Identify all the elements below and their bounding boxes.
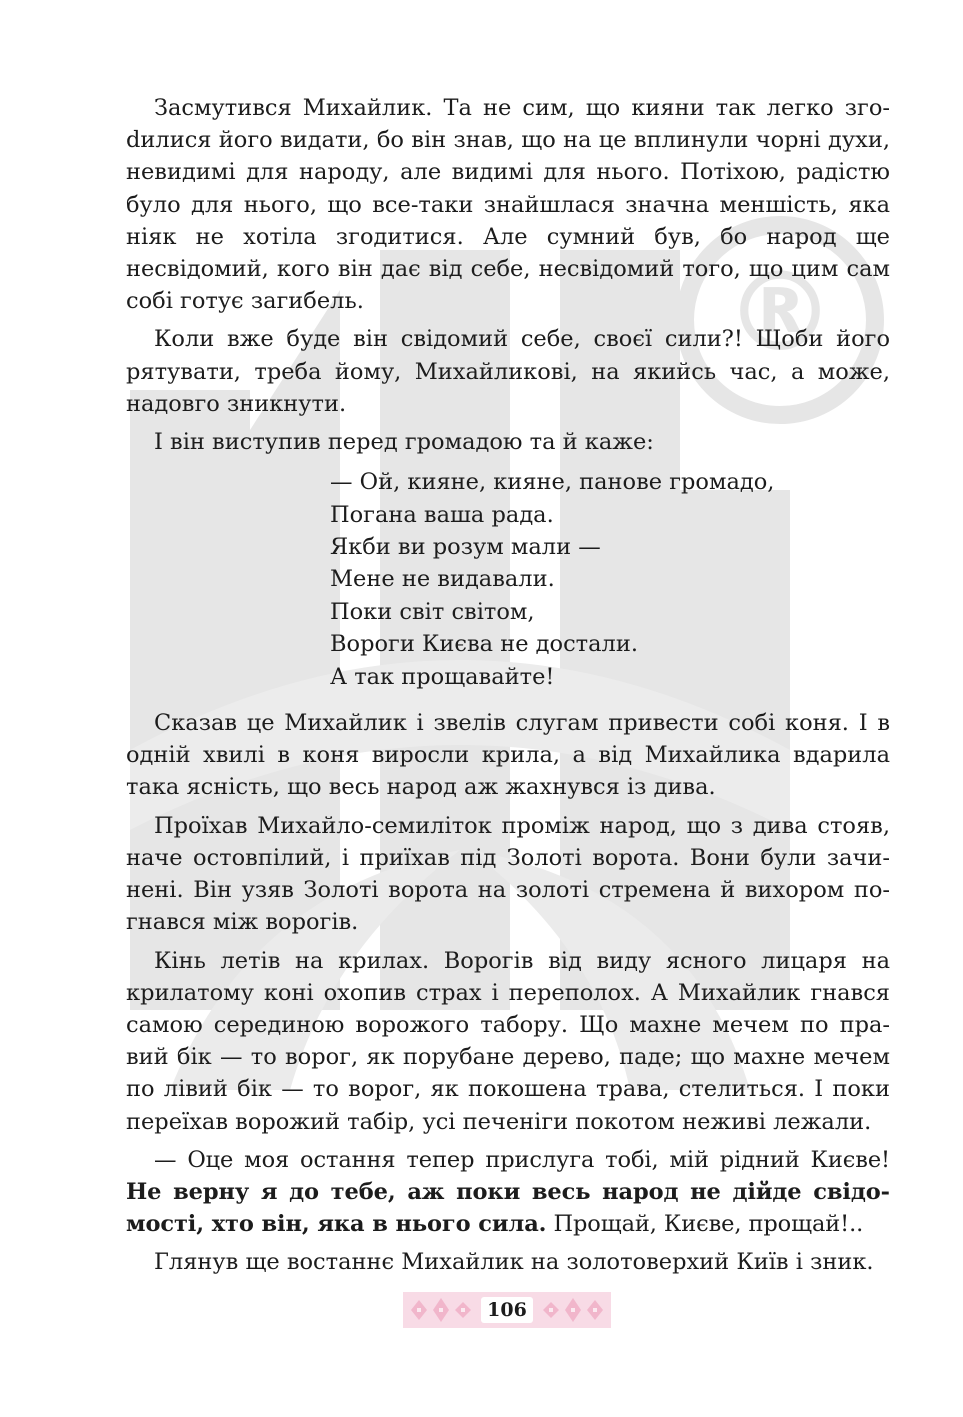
poem-line: А так прощавайте! [330,663,555,690]
page-footer [403,1290,611,1330]
paragraph-3: І він виступив перед громадою та й каже: [154,429,654,456]
page-body [126,92,890,1285]
poem-line: Погана ваша рада. [330,501,554,528]
page-number: 106 [487,1299,527,1321]
paragraph-5: Проїхав Михайло-семиліток проміж народ, що з дива стояв, наче остовпілий, і приїхав під Золоті ворота. Вони були зачинені. Він узяв Золоті ворота на золоті стремена й вихором погнався між ворогів. [126,812,890,936]
poem-line: Вороги Києва не достали. [330,631,638,658]
speech-first: — Оце моя остання тепер прислуга тобі, мій рідний Києве! [154,1146,890,1173]
poem-line: Мене не видавали. [330,566,555,593]
poem-block [330,466,890,693]
speech-paragraph [126,1144,890,1241]
poem-line: Якби ви розум мали — [330,534,601,561]
paragraph-1: Засмутився Михайлик. Та не сим, що кияни так легко згоdилися його видати, бо він знав, що на це вплинули чорні духи, невидимі для народу, але видимі для нього. Потіхою, радістю було для нього, що все-таки знайшлася значна меншість, яка ніяк не хотіла згодитися. Але сумний був, бо народ ще несвідомий, кого він дає від себе, несвідомий того, що цим сам собі готує загибель. [126,95,890,315]
poem-line: Поки світ світом, [330,598,535,625]
final-paragraph: Глянув ще востаннє Михайлик на золотоверхий Київ і зник. [154,1249,874,1276]
poem-line: — Ой, кияне, кияне, панове громадо, [330,469,775,496]
paragraph-4: Сказав це Михайлик і звелів слугам привести собі коня. І в одній хвилі в коня виросли крила, а від Михайлика вдарила така ясність, що весь народ аж жахнувся із дива. [126,710,890,801]
registered-mark: ® [725,248,835,376]
speech-bold: Не верну я до тебе, аж поки весь народ не дійде свідомості, хто він, яка в нього сила. [126,1178,890,1238]
paragraph-6: Кінь летів на крилах. Ворогів від виду ясного лицаря на крилатому коні охопив страх і переполох. А Михайлик гнався самою серединою ворожого табору. Що махне мечем по правий бік — то ворог, як порубане дерево, паде; що махне мечем по лівий бік — то ворог, як покошена трава, стелиться. І поки переїхав ворожий табір, усі печеніги покотом неживі лежали. [126,947,890,1135]
speech-tail: Прощай, Києве, прощай!.. [553,1211,864,1238]
paragraph-2: Коли вже буде він свідомий себе, своєї сили?! Щоби його рятувати, треба йому, Михайликові, на якийсь час, а може, надовго зникнути. [126,326,890,417]
